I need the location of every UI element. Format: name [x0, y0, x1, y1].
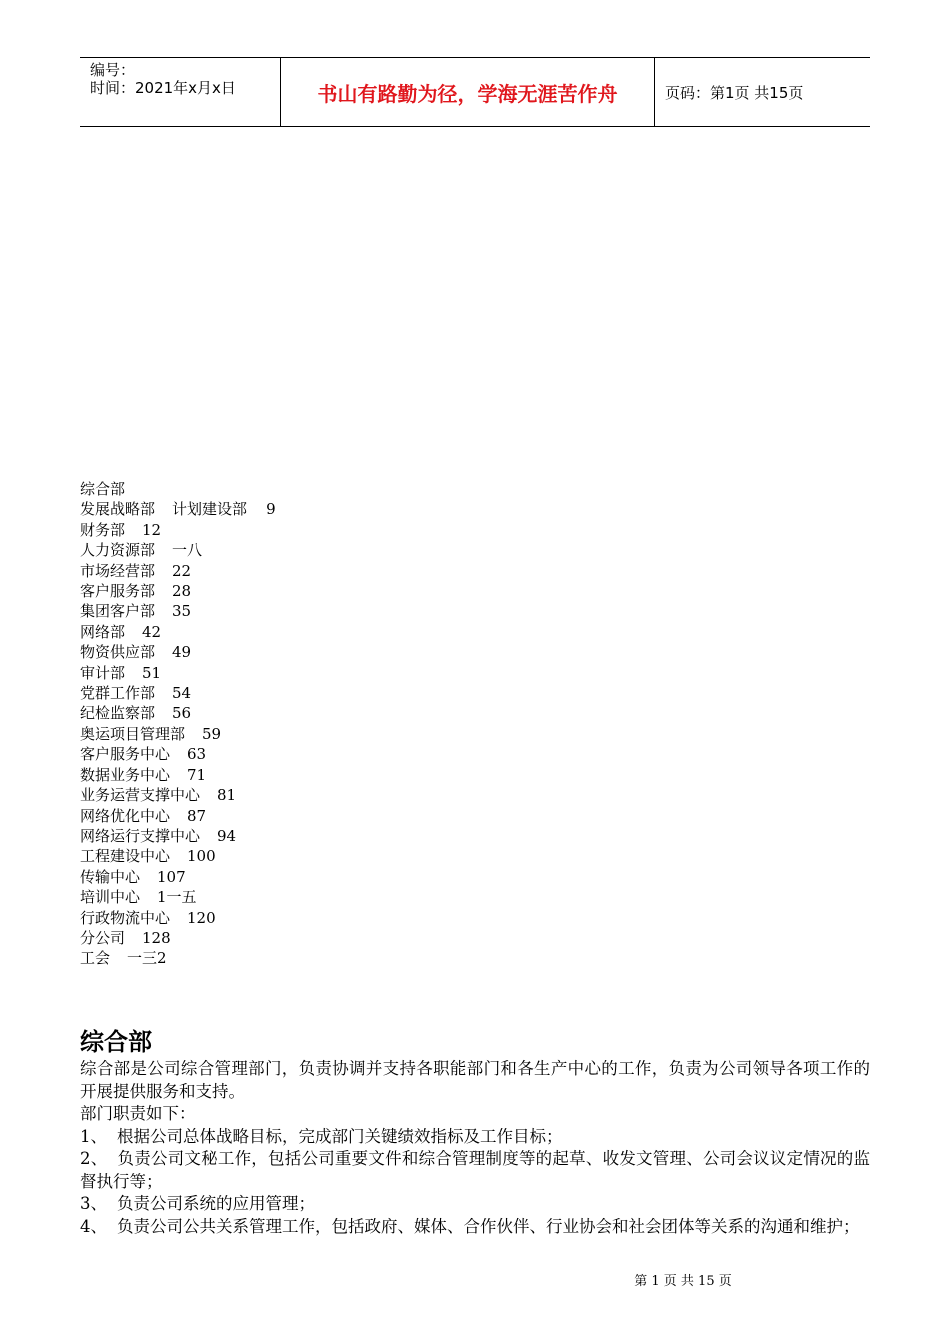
duties-label: 部门职责如下：	[80, 1104, 196, 1123]
toc-row: 业务运营支撑中心 81	[80, 786, 237, 805]
page-header	[80, 57, 870, 127]
toc-row: 财务部 12	[80, 520, 162, 539]
duty-item: 1、 根据公司总体战略目标，完成部门关键绩效指标及工作目标；	[80, 1126, 563, 1146]
duty-item: 4、 负责公司公共关系管理工作，包括政府、媒体、合作伙伴、行业协会和社会团体等关系的沟通和维护；	[80, 1216, 860, 1236]
header-motto: 书山有路勤为径，学海无涯苦作舟	[281, 58, 655, 126]
toc-row: 工会 一三2	[80, 949, 167, 968]
toc-row: 传输中心 107	[80, 867, 186, 886]
toc-row: 网络部 42	[80, 622, 162, 641]
table-of-contents	[80, 479, 276, 969]
toc-row: 集团客户部 35	[80, 602, 192, 621]
section-intro: 综合部是公司综合管理部门，负责协调并支持各职能部门和各生产中心的工作，负责为公司领导各项工作的开展提供服务和支持。	[80, 1059, 870, 1101]
toc-row: 审计部 51	[80, 663, 162, 682]
toc-row: 客户服务部 28	[80, 582, 192, 601]
document-number-label: 编号：	[90, 61, 136, 79]
toc-row: 客户服务中心 63	[80, 745, 207, 764]
page-footer	[0, 1270, 950, 1289]
toc-row: 行政物流中心 120	[80, 908, 216, 927]
toc-row: 发展战略部 计划建设部 9	[80, 500, 276, 519]
duty-item: 2、 负责公司文秘工作，包括公司重要文件和综合管理制度等的起草、收发文管理、公司会议议定情况的监督执行等；	[80, 1149, 871, 1191]
document-time-label: 时间：2021年x月x日	[90, 79, 236, 97]
toc-row: 工程建设中心 100	[80, 847, 216, 866]
section-title: 综合部	[80, 1027, 152, 1056]
toc-row: 网络运行支撑中心 94	[80, 826, 237, 845]
toc-row: 党群工作部 54	[80, 684, 192, 703]
toc-row: 纪检监察部 56	[80, 704, 192, 723]
header-meta	[80, 58, 281, 126]
toc-row: 网络优化中心 87	[80, 806, 207, 825]
toc-row: 奥运项目管理部 59	[80, 724, 222, 743]
toc-row: 市场经营部 22	[80, 561, 192, 580]
toc-row: 数据业务中心 71	[80, 765, 207, 784]
section-zonghebu	[80, 1026, 870, 1238]
toc-row: 物资供应部 49	[80, 643, 192, 662]
duty-item: 3、 负责公司系统的应用管理；	[80, 1194, 315, 1213]
header-page-info: 页码：第1页 共15页	[665, 83, 804, 102]
footer-page-number: 第 1 页 共 15 页	[634, 1274, 732, 1289]
toc-row: 培训中心 1一五	[80, 888, 197, 907]
toc-row: 分公司 128	[80, 928, 171, 947]
toc-row: 综合部	[80, 480, 126, 498]
toc-row: 人力资源部 一八	[80, 541, 203, 560]
